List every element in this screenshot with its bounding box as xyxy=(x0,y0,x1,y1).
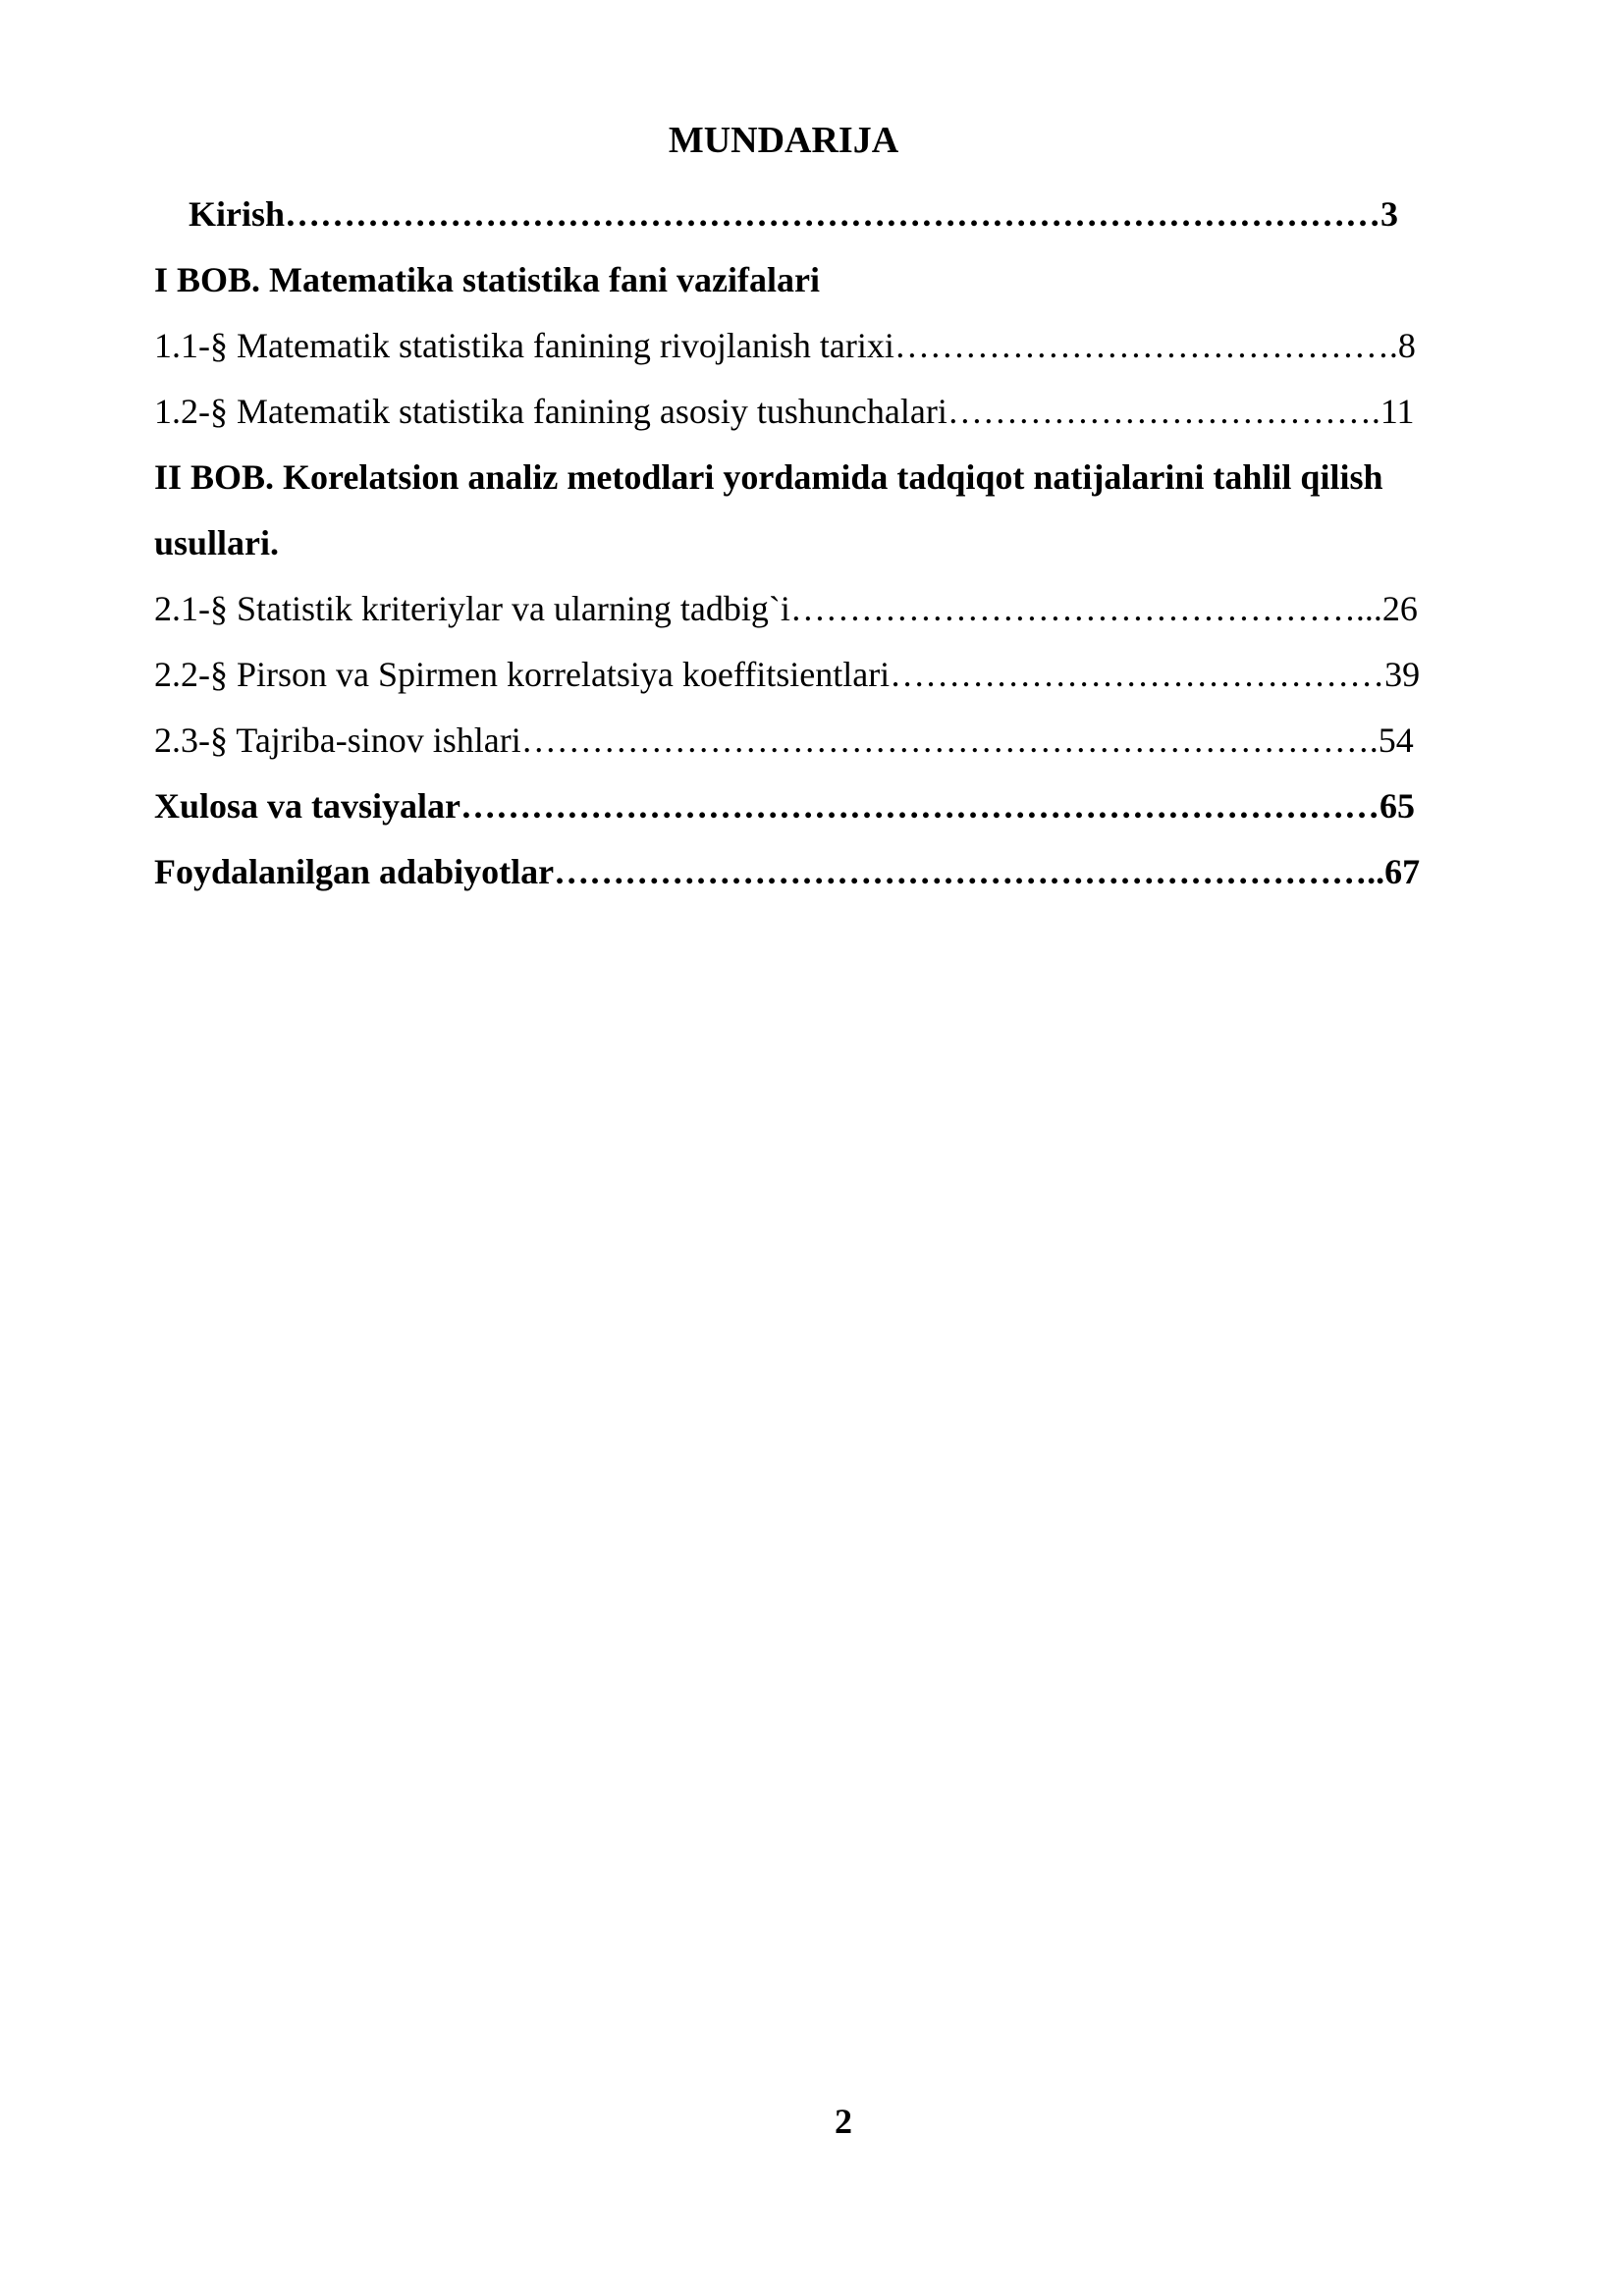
toc-chapter-2-heading-line-1: II BOB. Korelatsion analiz metodlari yordamida tadqiqot natijalarini tahlil qilish xyxy=(154,457,1383,497)
toc-chapter-1-heading: I BOB. Matematika statistika fani vazifalari xyxy=(154,260,820,299)
toc-entry-2-2: 2.2-§ Pirson va Spirmen korrelatsiya koeffitsientlari……………………………………39 xyxy=(154,655,1421,694)
toc-entry-2-1: 2.1-§ Statistik kriteriylar va ularning tadbig`i…………………………………………...26 xyxy=(154,589,1418,628)
toc-entry-1-2: 1.2-§ Matematik statistika fanining asosiy tushunchalari……………………………….11 xyxy=(154,392,1415,431)
page-number: 2 xyxy=(835,2102,852,2141)
table-of-contents xyxy=(154,182,1529,905)
toc-entry-conclusion: Xulosa va tavsiyalar……………………………………………………………………65 xyxy=(154,786,1416,826)
toc-entry-1-1: 1.1-§ Matematik statistika fanining rivojlanish tarixi…………………………………….8 xyxy=(154,326,1416,365)
toc-entry-2-3: 2.3-§ Tajriba-sinov ishlari……………………………………………………………….54 xyxy=(154,721,1414,760)
toc-chapter-2-heading-line-2: usullari. xyxy=(154,523,280,562)
toc-entry-references: Foydalanilgan adabiyotlar……………………………………………………………..67 xyxy=(154,852,1421,891)
toc-chapter-2-heading xyxy=(154,445,1527,576)
toc-title: MUNDARIJA xyxy=(668,120,899,161)
toc-entry-introduction: Kirish…………………………………………………………………………………3 xyxy=(189,194,1399,234)
